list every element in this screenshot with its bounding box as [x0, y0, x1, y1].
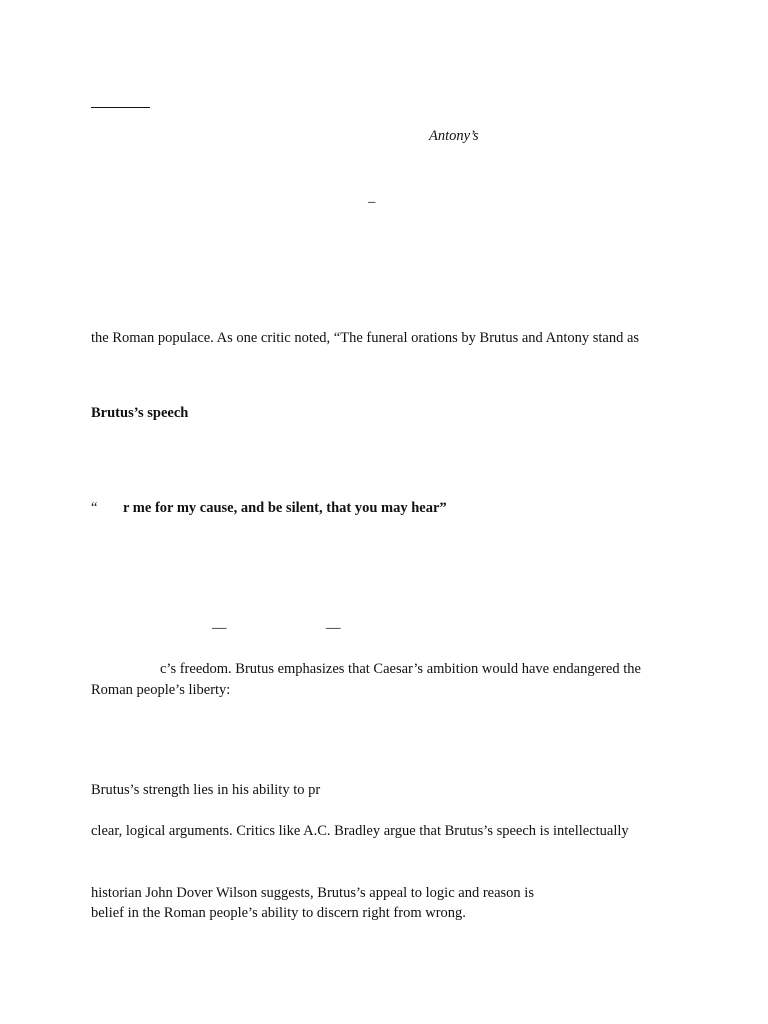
quote-open-mark: “ [91, 500, 98, 516]
en-dash: – [368, 194, 376, 210]
text-line-historian: historian John Dover Wilson suggests, Brutus’s appeal to logic and reason is [91, 885, 534, 901]
text-line-logical: clear, logical arguments. Critics like A.C. Bradley argue that Brutus’s speech is intellectually [91, 823, 629, 839]
text-line-strength: Brutus’s strength lies in his ability to pr [91, 782, 321, 798]
em-dash-a: — [212, 620, 227, 636]
text-line-belief: belief in the Roman people’s ability to discern right from wrong. [91, 905, 466, 921]
text-line-roman-populace: the Roman populace. As one critic noted, “The funeral orations by Brutus and Antony stand as [91, 330, 640, 346]
quote-text: r me for my cause, and be silent, that you may hear” [123, 500, 447, 516]
text-line-freedom: c’s freedom. Brutus emphasizes that Caesar’s ambition would have endangered the [160, 661, 641, 677]
text-line-liberty: Roman people’s liberty: [91, 682, 231, 698]
italic-antonys: Antony’s [429, 128, 479, 144]
blank-underline [91, 107, 150, 108]
heading-brutus-speech: Brutus’s speech [91, 405, 189, 421]
em-dash-b: — [326, 620, 341, 636]
